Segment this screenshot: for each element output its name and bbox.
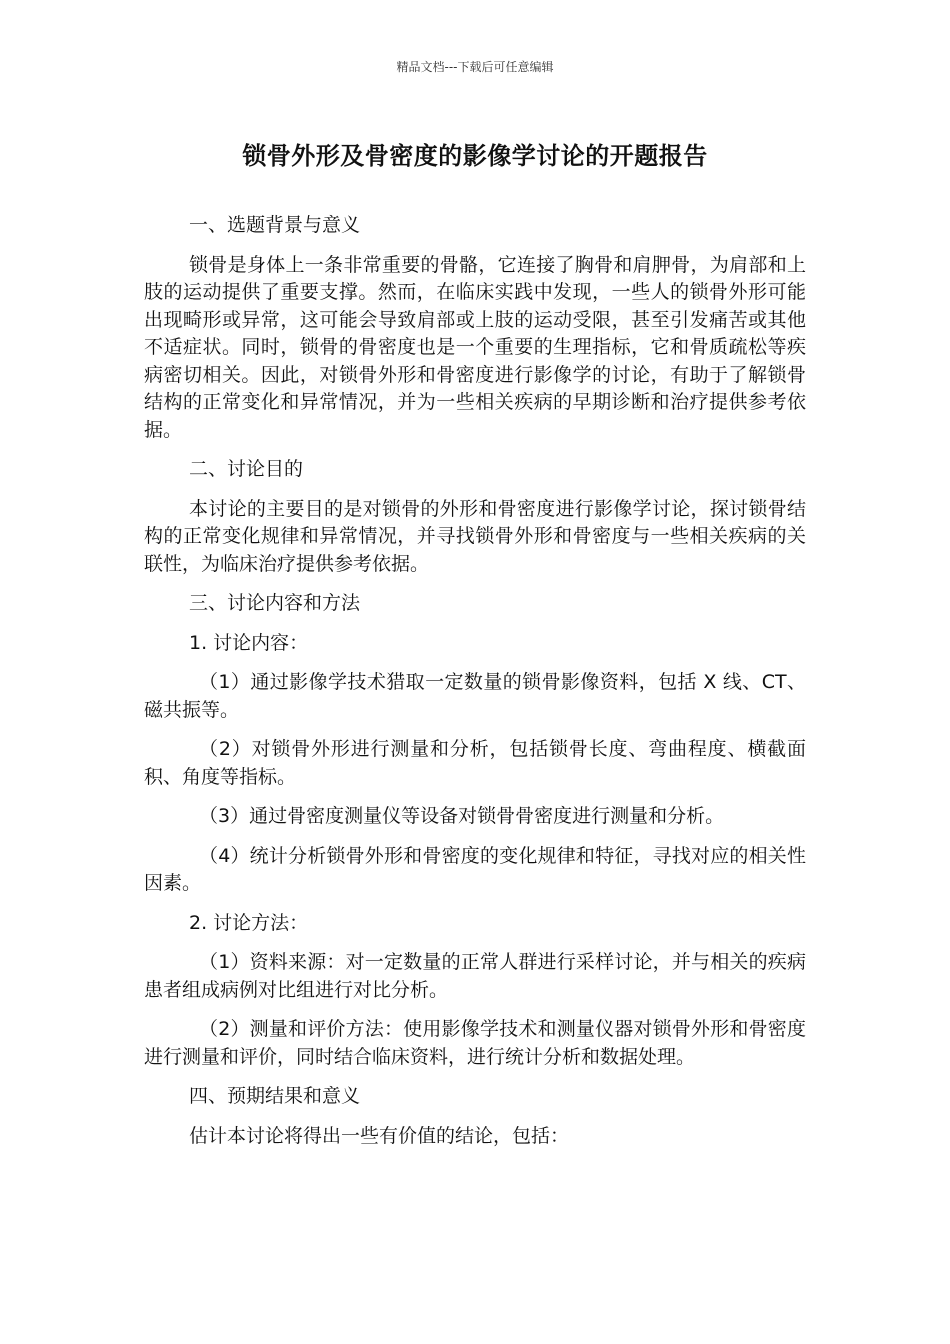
content-item: （4）统计分析锁骨外形和骨密度的变化规律和特征，寻找对应的相关性因素。 bbox=[144, 844, 806, 894]
section-heading-content-method: 三、讨论内容和方法 bbox=[189, 592, 361, 614]
paragraph-expected-results: 估计本讨论将得出一些有价值的结论，包括： bbox=[189, 1124, 570, 1147]
section-heading-background: 一、选题背景与意义 bbox=[189, 214, 361, 236]
paragraph-background: 锁骨是身体上一条非常重要的骨骼，它连接了胸骨和肩胛骨，为肩部和上肢的运动提供了重要支撑。然而，在临床实践中发现，一些人的锁骨外形可能出现畸形或异常，这可能会导致肩部或上肢的运动受限，甚至引发痛苦或其他不适症状。同时，锁骨的骨密度也是一个重要的生理指标，它和骨质疏松等疾病密切相关。因此，对锁骨外形和骨密度进行影像学的讨论，有助于了解锁骨结构的正常变化和异常情况，并为一些相关疾病的早期诊断和治疗提供参考依据。 bbox=[144, 253, 806, 441]
document-body bbox=[144, 212, 806, 1162]
subheading-method: 2. 讨论方法： bbox=[189, 911, 309, 934]
document-title: 锁骨外形及骨密度的影像学讨论的开题报告 bbox=[242, 142, 708, 170]
method-item: （1）资料来源：对一定数量的正常人群进行采样讨论，并与相关的疾病患者组成病例对比组进行对比分析。 bbox=[144, 951, 806, 1001]
paragraph-purpose: 本讨论的主要目的是对锁骨的外形和骨密度进行影像学讨论，探讨锁骨结构的正常变化规律和异常情况，并寻找锁骨外形和骨密度与一些相关疾病的关联性，为临床治疗提供参考依据。 bbox=[144, 497, 806, 575]
subheading-content: 1. 讨论内容： bbox=[189, 631, 309, 654]
page-header-watermark: 精品文档---下载后可任意编辑 bbox=[396, 60, 554, 74]
content-item: （2）对锁骨外形进行测量和分析，包括锁骨长度、弯曲程度、横截面积、角度等指标。 bbox=[144, 738, 806, 788]
content-item: （3）通过骨密度测量仪等设备对锁骨骨密度进行测量和分析。 bbox=[199, 805, 725, 827]
section-heading-expected-results: 四、预期结果和意义 bbox=[189, 1085, 361, 1107]
section-heading-purpose: 二、讨论目的 bbox=[189, 458, 304, 480]
method-item: （2）测量和评价方法：使用影像学技术和测量仪器对锁骨外形和骨密度进行测量和评价，同时结合临床资料，进行统计分析和数据处理。 bbox=[144, 1018, 806, 1068]
content-item: （1）通过影像学技术猎取一定数量的锁骨影像资料，包括 X 线、CT、磁共振等。 bbox=[144, 671, 806, 721]
